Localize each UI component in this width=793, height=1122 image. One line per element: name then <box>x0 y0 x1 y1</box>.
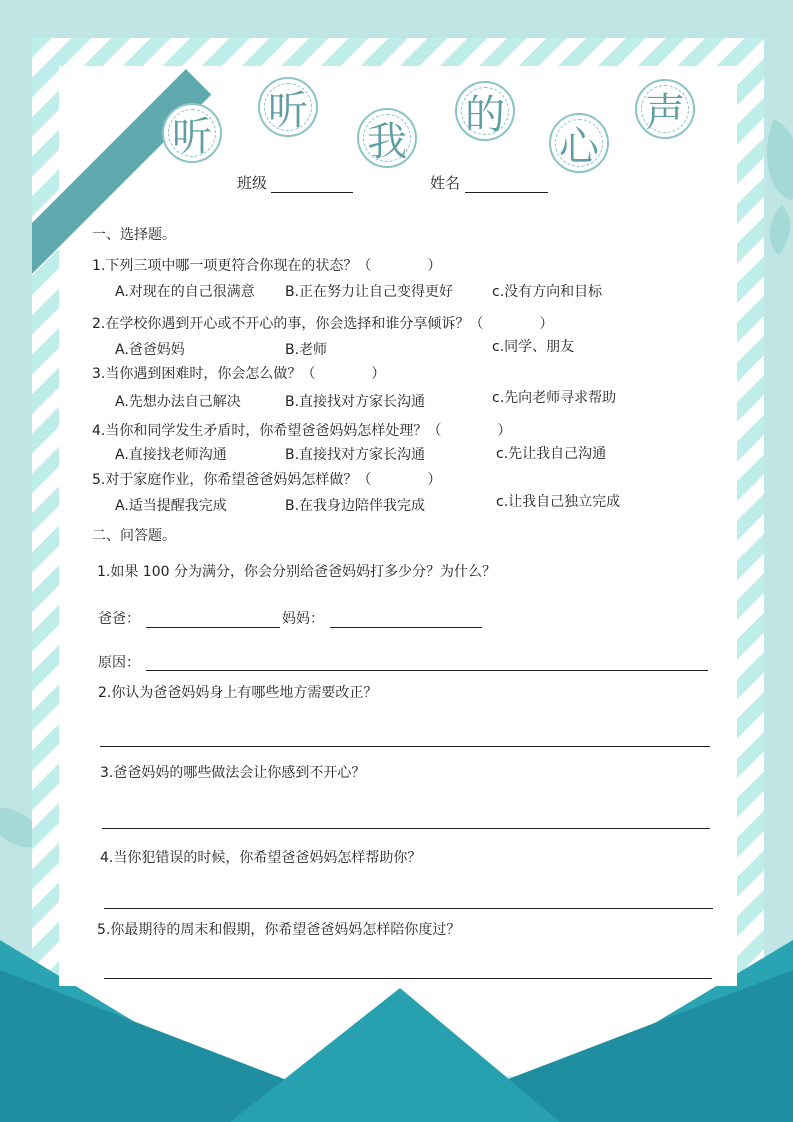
answer-line-2[interactable] <box>100 746 710 747</box>
reason-field[interactable] <box>146 670 708 671</box>
q1-option-c[interactable]: c.没有方向和目标 <box>492 284 603 300</box>
answer-line-5[interactable] <box>104 978 712 979</box>
essay-question-4: 4.当你犯错误的时候，你希望爸爸妈妈怎样帮助你？ <box>100 850 422 866</box>
q2-option-b[interactable]: B.老师 <box>285 342 328 358</box>
answer-line-4[interactable] <box>104 908 713 909</box>
name-label: 姓名 <box>430 174 461 192</box>
reason-label: 原因： <box>98 655 140 671</box>
question-1: 1.下列三项中哪一项更符合你现在的状态？（ ） <box>92 258 442 274</box>
title-char-4: 的 <box>455 81 515 141</box>
essay-question-5: 5.你最期待的周末和假期，你希望爸爸妈妈怎样陪你度过？ <box>97 922 461 938</box>
dad-score-field[interactable] <box>146 627 280 628</box>
mom-score-label: 妈妈： <box>282 611 324 627</box>
title-char-6: 声 <box>635 79 695 139</box>
q1-option-a[interactable]: A.对现在的自己很满意 <box>115 284 255 300</box>
answer-line-3[interactable] <box>102 828 710 829</box>
class-field[interactable] <box>271 192 353 193</box>
title-char-5: 心 <box>549 113 609 173</box>
q4-option-a[interactable]: A.直接找老师沟通 <box>115 447 227 463</box>
q3-option-c[interactable]: c.先向老师寻求帮助 <box>492 390 617 406</box>
q3-option-a[interactable]: A.先想办法自己解决 <box>115 394 241 410</box>
section1-heading: 一、选择题。 <box>92 227 176 243</box>
q4-option-c[interactable]: c.先让我自己沟通 <box>496 446 607 462</box>
title-char-1: 听 <box>162 103 222 163</box>
class-label: 班级 <box>237 174 268 192</box>
question-2: 2.在学校你遇到开心或不开心的事，你会选择和谁分享倾诉？（ ） <box>92 316 554 332</box>
q2-option-c[interactable]: c.同学、朋友 <box>492 339 575 355</box>
q5-option-c[interactable]: c.让我自己独立完成 <box>496 494 621 510</box>
title-char-3: 我 <box>357 108 417 168</box>
question-3: 3.当你遇到困难时，你会怎么做？（ ） <box>92 366 386 382</box>
q2-option-a[interactable]: A.爸爸妈妈 <box>115 342 185 358</box>
q5-option-b[interactable]: B.在我身边陪伴我完成 <box>285 498 426 514</box>
q4-option-b[interactable]: B.直接找对方家长沟通 <box>285 447 426 463</box>
essay-question-1: 1.如果 100 分为满分，你会分别给爸爸妈妈打多少分？为什么？ <box>97 564 496 580</box>
section2-heading: 二、问答题。 <box>92 528 176 544</box>
dad-score-label: 爸爸： <box>98 611 140 627</box>
q3-option-b[interactable]: B.直接找对方家长沟通 <box>285 394 426 410</box>
mom-score-field[interactable] <box>330 627 482 628</box>
q1-option-b[interactable]: B.正在努力让自己变得更好 <box>285 284 454 300</box>
name-field[interactable] <box>465 192 548 193</box>
question-5: 5.对于家庭作业，你希望爸爸妈妈怎样做？（ ） <box>92 472 442 488</box>
essay-question-2: 2.你认为爸爸妈妈身上有哪些地方需要改正？ <box>98 685 378 701</box>
essay-question-3: 3.爸爸妈妈的哪些做法会让你感到不开心？ <box>100 765 366 781</box>
q5-option-a[interactable]: A.适当提醒我完成 <box>115 498 227 514</box>
question-4: 4.当你和同学发生矛盾时，你希望爸爸妈妈怎样处理？（ ） <box>92 423 512 439</box>
title-char-2: 听 <box>258 77 318 137</box>
corner-sash <box>32 69 211 278</box>
